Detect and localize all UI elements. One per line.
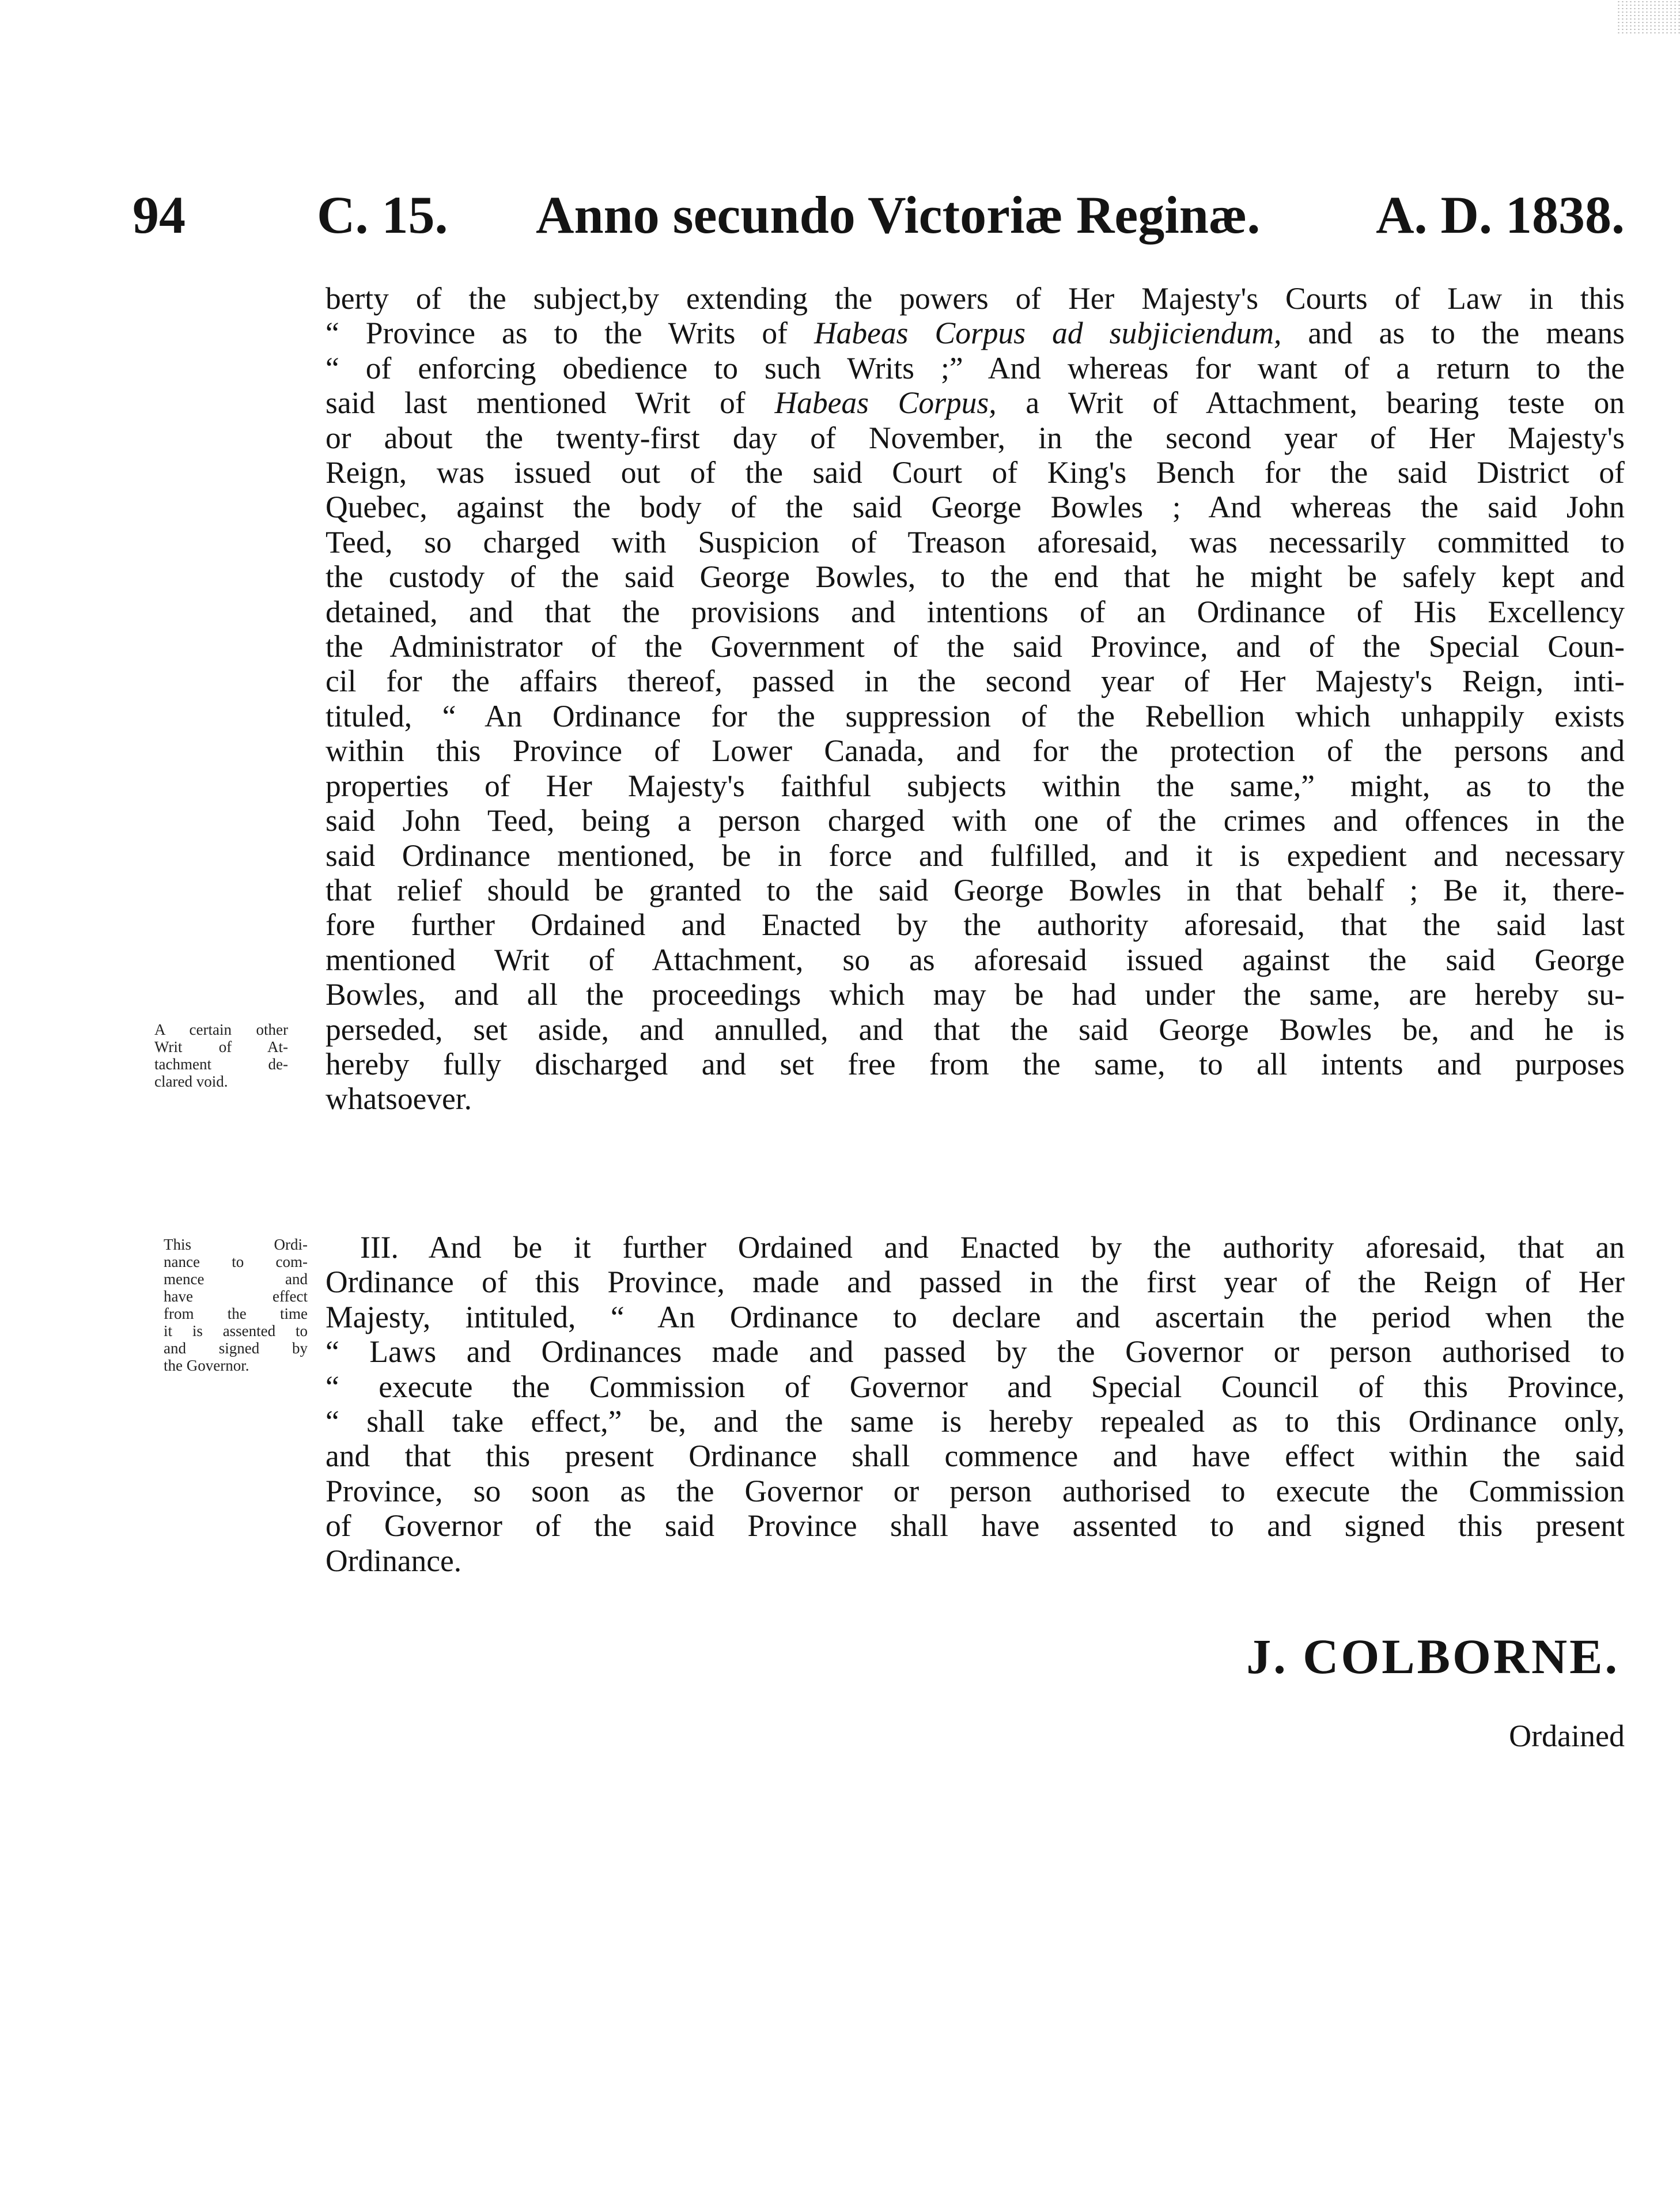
text-line: of Governor of the said Province shall have assented to and signed this present	[326, 1508, 1625, 1543]
text-line: said Ordinance mentioned, be in force and fulfilled, and it is expedient and necessary	[326, 838, 1625, 873]
margin-note-line: nance to com-	[164, 1253, 308, 1270]
text-line: whatsoever.	[326, 1081, 472, 1117]
text-line: Province, so soon as the Governor or person authorised to execute the Commission	[326, 1473, 1625, 1508]
text-line: hereby fully discharged and set free from the same, to all intents and purposes	[326, 1046, 1625, 1081]
text-line: said last mentioned Writ of Habeas Corpus, a Writ of Attachment, bearing teste on	[326, 385, 1625, 421]
margin-note-line: mence and	[164, 1270, 308, 1288]
text-line: Ordinance of this Province, made and passed in the first year of the Reign of Her	[326, 1265, 1625, 1300]
running-header	[133, 183, 1625, 247]
text-line: tituled, “ An Ordinance for the suppression of the Rebellion which unhappily exists	[326, 698, 1625, 733]
text-line: “ shall take effect,” be, and the same is hereby repealed as to this Ordinance only,	[326, 1404, 1625, 1439]
text-line: III. And be it further Ordained and Enacted by the authority aforesaid, that an	[360, 1230, 1625, 1265]
text-line: and that this present Ordinance shall commence and have effect within the said	[326, 1439, 1625, 1474]
regnal-year-title: Anno secundo Victoriæ Reginæ.	[536, 186, 1261, 244]
margin-note-line: the Governor.	[164, 1357, 249, 1374]
margin-note-line: clared void.	[154, 1073, 228, 1090]
text-line: berty of the subject,by extending the powers of Her Majesty's Courts of Law in this	[326, 281, 1625, 316]
margin-note-line: A certain other	[154, 1021, 288, 1038]
text-line: Reign, was issued out of the said Court of King's Bench for the said District of	[326, 455, 1625, 490]
text-line: cil for the affairs thereof, passed in the second year of Her Majesty's Reign, inti-	[326, 664, 1625, 699]
text-line: “ of enforcing obedience to such Writs ;” And whereas for want of a return to the	[326, 350, 1625, 385]
text-line: perseded, set aside, and annulled, and that the said George Bowles be, and he is	[326, 1012, 1625, 1047]
text-line: Bowles, and all the proceedings which may be had under the same, are hereby su-	[326, 977, 1625, 1012]
text-line: mentioned Writ of Attachment, so as aforesaid issued against the said George	[326, 942, 1625, 977]
margin-note-line: from the time	[164, 1305, 308, 1322]
text-line: fore further Ordained and Enacted by the authority aforesaid, that the said last	[326, 907, 1625, 943]
text-line: or about the twenty-first day of November, in the second year of Her Majesty's	[326, 420, 1625, 455]
text-line: the custody of the said George Bowles, to the end that he might be safely kept and	[326, 559, 1625, 595]
text-line: Ordinance.	[326, 1543, 462, 1578]
text-line: “ Province as to the Writs of Habeas Corpus ad subjiciendum, and as to the means	[326, 316, 1625, 351]
chapter-number: C. 15.	[317, 186, 448, 244]
signature: J. COLBORNE.	[1246, 1629, 1620, 1684]
margin-note-line: This Ordi-	[164, 1236, 308, 1253]
page-number: 94	[133, 186, 186, 244]
margin-note-writ-void	[154, 1021, 288, 1090]
main-text-block	[326, 281, 1625, 1117]
text-line: detained, and that the provisions and intentions of an Ordinance of His Excellency	[326, 594, 1625, 629]
margin-note-line: have effect	[164, 1288, 308, 1305]
section-3-text-block	[326, 1230, 1625, 1578]
margin-note-line: Writ of At-	[154, 1038, 288, 1055]
margin-note-line: and signed by	[164, 1340, 308, 1357]
text-line: “ execute the Commission of Governor and Special Council of this Province,	[326, 1369, 1625, 1404]
text-line: said John Teed, being a person charged with one of the crimes and offences in the	[326, 803, 1625, 838]
text-line: within this Province of Lower Canada, and for the protection of the persons and	[326, 733, 1625, 769]
text-line: “ Laws and Ordinances made and passed by the Governor or person authorised to	[326, 1334, 1625, 1369]
text-line: Majesty, intituled, “ An Ordinance to declare and ascertain the period when the	[326, 1299, 1625, 1334]
text-line: properties of Her Majesty's faithful subjects within the same,” might, as to the	[326, 768, 1625, 803]
margin-note-line: tachment de-	[154, 1055, 288, 1073]
italic-phrase: Habeas Corpus ad subjiciendum,	[814, 316, 1282, 351]
text-line: the Administrator of the Government of the said Province, and of the Special Coun-	[326, 629, 1625, 664]
italic-phrase: Habeas Corpus,	[774, 385, 997, 421]
margin-note-line: it is assented to	[164, 1322, 308, 1340]
text-line: that relief should be granted to the said George Bowles in that behalf ; Be it, there-	[326, 872, 1625, 907]
catchword: Ordained	[1509, 1719, 1625, 1753]
scan-speckle	[1617, 0, 1680, 35]
text-line: Quebec, against the body of the said George Bowles ; And whereas the said John	[326, 490, 1625, 525]
margin-note-commencement	[164, 1236, 308, 1374]
year-of-enactment: A. D. 1838.	[1376, 186, 1625, 244]
text-line: Teed, so charged with Suspicion of Treason aforesaid, was necessarily committed to	[326, 524, 1625, 559]
